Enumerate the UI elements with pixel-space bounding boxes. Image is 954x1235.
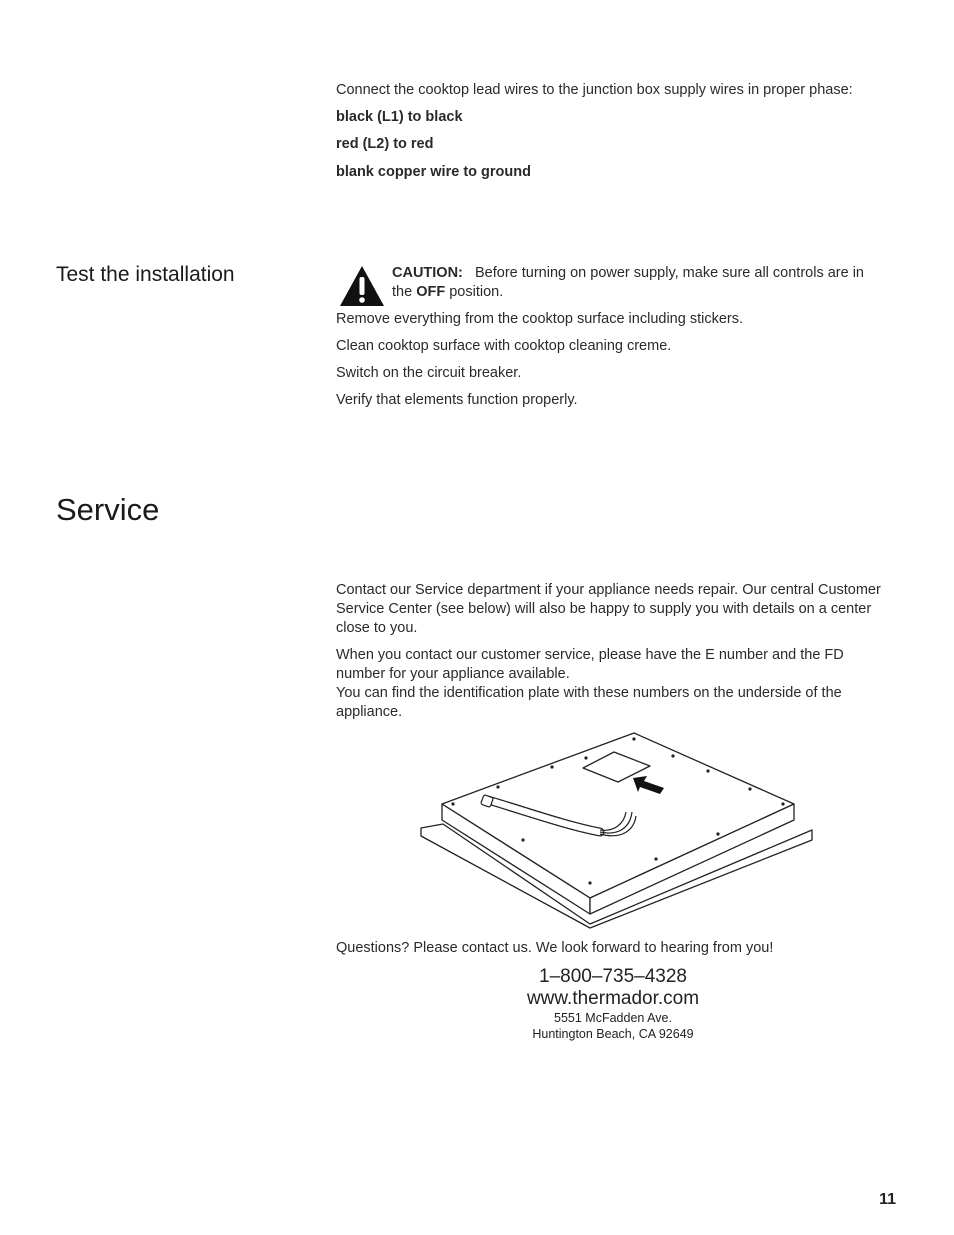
caution-label: CAUTION: <box>392 265 463 281</box>
wiring-step-black: black (L1) to black <box>336 109 463 125</box>
test-heading: Test the installation <box>56 263 235 286</box>
page-number: 11 <box>879 1191 896 1208</box>
caution-text-1: Before turning on power supply, make sure all controls are in <box>474 265 864 281</box>
service-para-2 <box>336 646 916 722</box>
service-para-1 <box>336 581 916 638</box>
contact-block <box>336 966 890 1042</box>
wiring-step-ground: blank copper wire to ground <box>336 164 531 180</box>
address-line-1: 5551 McFadden Ave. <box>554 1011 672 1025</box>
service-para-2-line-2: number for your appliance available. <box>336 666 570 682</box>
caution-off: OFF <box>416 284 446 300</box>
caution-text-3: position. <box>449 284 504 300</box>
caution-block <box>392 264 892 302</box>
wiring-intro: Connect the cooktop lead wires to the junction box supply wires in proper phase: <box>336 82 853 98</box>
address-line-2: Huntington Beach, CA 92649 <box>532 1027 694 1041</box>
test-step-2: Clean cooktop surface with cooktop cleaning creme. <box>336 338 672 354</box>
test-step-3: Switch on the circuit breaker. <box>336 365 522 381</box>
website-link[interactable]: www.thermador.com <box>526 988 700 1009</box>
questions-text: Questions? Please contact us. We look forward to hearing from you! <box>336 940 774 956</box>
test-step-4: Verify that elements function properly. <box>336 392 578 408</box>
wiring-step-red: red (L2) to red <box>336 136 434 152</box>
cooktop-underside-illustration <box>418 728 818 930</box>
phone-number: 1–800–735–4328 <box>539 966 687 987</box>
service-para-2-line-3: You can find the identification plate with these numbers on the underside of the <box>336 685 842 701</box>
service-para-1-line-2: Service Center (see below) will also be happy to supply you with details on a center <box>336 601 872 617</box>
service-para-2-line-4: appliance. <box>336 704 403 720</box>
test-step-1: Remove everything from the cooktop surface including stickers. <box>336 311 743 327</box>
service-heading: Service <box>56 492 160 527</box>
warning-icon <box>338 264 386 308</box>
service-para-2-line-1: When you contact our customer service, please have the E number and the FD <box>336 647 844 663</box>
service-para-1-line-3: close to you. <box>336 620 418 636</box>
service-para-1-line-1: Contact our Service department if your appliance needs repair. Our central Customer <box>336 582 881 598</box>
caution-text-2: the <box>392 284 413 300</box>
